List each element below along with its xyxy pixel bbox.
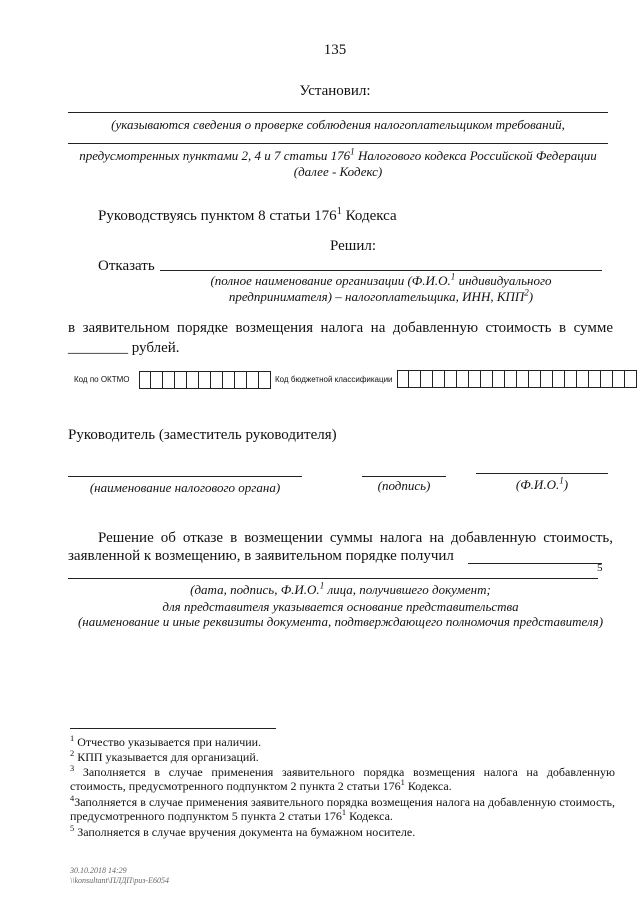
decision-heading: Решил: — [330, 238, 377, 254]
refuse-label: Отказать — [98, 258, 155, 274]
established-line-2 — [68, 143, 608, 144]
footnote-2: $^2$ КПП указывается для организаций. — [70, 749, 259, 764]
kbk-cells — [397, 370, 637, 388]
refuse-note-1: (полное наименование организации (Ф.И.О.$^1$ индивидуального — [210, 271, 552, 288]
kbk-cell — [481, 370, 493, 388]
kbk-cell — [397, 370, 409, 388]
kbk-cell — [529, 370, 541, 388]
fio-line — [476, 473, 608, 474]
oktmo-cell — [235, 371, 247, 389]
receipt-caption-3: (наименование и иные реквизиты документа, подтверждающего полномочия представителя) — [77, 614, 604, 629]
oktmo-cell — [151, 371, 163, 389]
authority-caption: (наименование налогового органа) — [89, 480, 281, 495]
oktmo-cell — [139, 371, 151, 389]
oktmo-cells — [139, 371, 271, 389]
established-line-1 — [68, 112, 608, 113]
kbk-cell — [469, 370, 481, 388]
kbk-cell — [517, 370, 529, 388]
kbk-cell — [553, 370, 565, 388]
kbk-cell — [601, 370, 613, 388]
oktmo-cell — [187, 371, 199, 389]
oktmo-cell — [211, 371, 223, 389]
refuse-line — [160, 270, 602, 271]
kbk-cell — [625, 370, 637, 388]
decision-body-line-2: ________ рублей. — [68, 340, 180, 356]
footnote-1: $^1$ Отчество указывается при наличии. — [70, 734, 262, 749]
kbk-cell — [565, 370, 577, 388]
kbk-label: Код бюджетной классификации — [275, 375, 393, 384]
sign-line — [362, 476, 446, 477]
kbk-cell — [589, 370, 601, 388]
receipt-caption-2: для представителя указывается основание представительства — [162, 599, 519, 614]
kbk-cell — [457, 370, 469, 388]
guided-text: Руководствуясь пунктом 8 статьи $176^1$ Кодекса — [98, 206, 397, 224]
sign-caption: (подпись) — [377, 478, 431, 493]
kbk-cell — [433, 370, 445, 388]
footnote-5: $^5$ Заполняется в случае вручения документа на бумажном носителе. — [70, 824, 416, 839]
oktmo-cell — [175, 371, 187, 389]
decision-body-line-1: в заявительном порядке возмещения налога на добавленную стоимость в сумме — [68, 320, 613, 336]
authority-line — [68, 476, 302, 477]
kbk-cell — [613, 370, 625, 388]
stamp-date: 30.10.2018 14:29 — [70, 866, 127, 875]
oktmo-cell — [199, 371, 211, 389]
footnote-4: $^4$Заполняется в случае применения заявительного порядка возмещения налога на добавленную стоимость, предусмотренного подпунктом 5 пункта 2 статьи $176^1$ Кодекса. — [70, 794, 615, 823]
established-heading: Установил: — [299, 83, 371, 99]
refuse-note-2: предпринимателя) – налогоплательщика, ИНН, КПП$^2$) — [228, 287, 534, 304]
receipt-line-1: Решение об отказе в возмещении суммы налога на добавленную стоимость, — [98, 530, 613, 546]
oktmo-label: Код по ОКТМО — [74, 375, 130, 384]
established-note-3: (далее - Кодекс) — [293, 164, 383, 179]
head-label: Руководитель (заместитель руководителя) — [68, 427, 337, 443]
footnote-separator — [70, 728, 276, 729]
receipt-line-2: заявленной к возмещению, в заявительном порядке получил — [68, 548, 454, 564]
established-note-2: предусмотренных пунктами 2, 4 и 7 статьи $176^1$ Налогового кодекса Российской Федерации — [79, 146, 597, 163]
fio-caption: (Ф.И.О.$^1$) — [515, 475, 569, 492]
kbk-cell — [409, 370, 421, 388]
receipt-line-blank — [468, 563, 602, 564]
kbk-cell — [493, 370, 505, 388]
kbk-cell — [577, 370, 589, 388]
footnote-3: $^3$ Заполняется в случае применения заявительного порядка возмещения налога на добавленную стоимость, предусмотренного подпунктом 2 пункта 2 статьи $176^1$ Кодекса. — [70, 764, 615, 793]
kbk-cell — [505, 370, 517, 388]
oktmo-cell — [247, 371, 259, 389]
receipt-footnote-5: 5 — [597, 562, 603, 574]
kbk-cell — [445, 370, 457, 388]
receipt-caption-1: (дата, подпись, Ф.И.О.$^1$ лица, получившего документ; — [190, 580, 491, 597]
oktmo-cell — [259, 371, 271, 389]
oktmo-cell — [223, 371, 235, 389]
established-note-1: (указываются сведения о проверке соблюдения налогоплательщиком требований, — [111, 117, 565, 132]
receipt-line-full — [68, 578, 598, 579]
kbk-cell — [541, 370, 553, 388]
stamp-path: \\konsultant\ПЛДП\риз-Е6054 — [70, 876, 169, 885]
page-number: 135 — [323, 42, 347, 58]
kbk-cell — [421, 370, 433, 388]
oktmo-cell — [163, 371, 175, 389]
